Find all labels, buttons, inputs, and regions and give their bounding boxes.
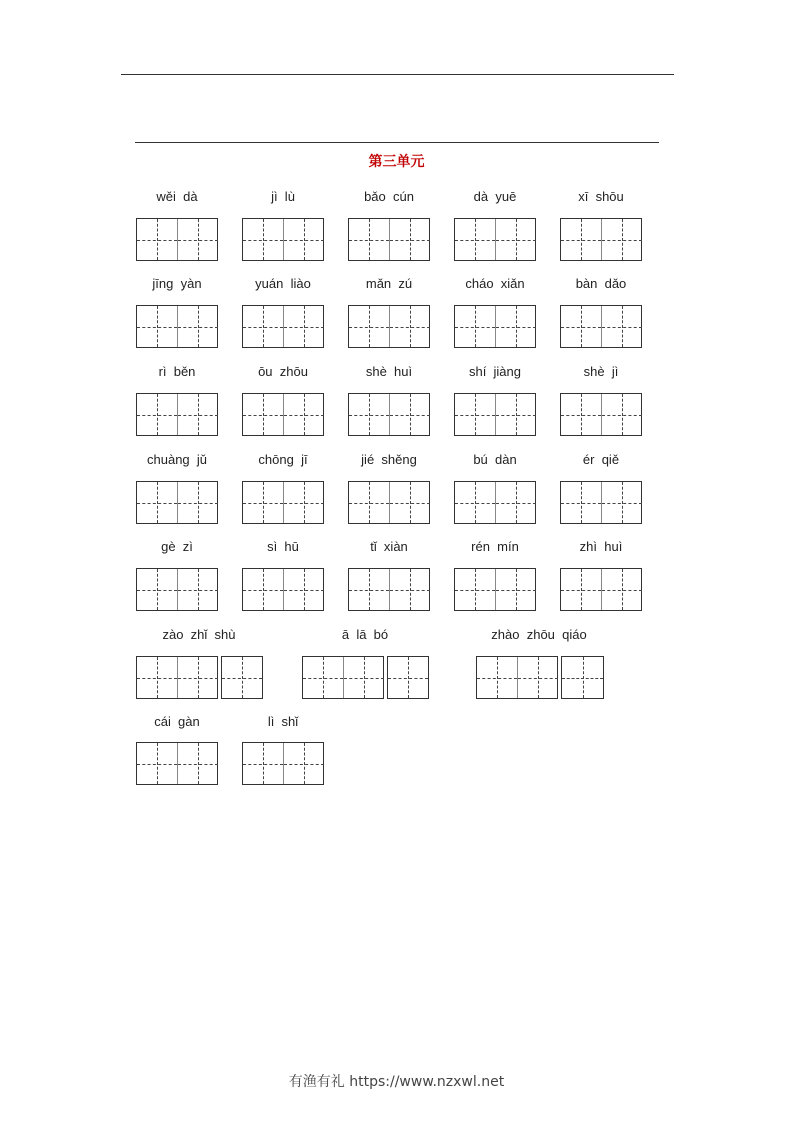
guide-line bbox=[622, 482, 623, 523]
writing-box[interactable] bbox=[560, 568, 642, 611]
writing-box[interactable] bbox=[454, 305, 536, 348]
character-cell[interactable] bbox=[283, 219, 324, 260]
pinyin-label: yuán liào bbox=[255, 276, 311, 291]
character-cell[interactable] bbox=[389, 482, 430, 523]
guide-line bbox=[242, 657, 243, 698]
guide-line bbox=[304, 306, 305, 347]
guide-line bbox=[198, 569, 199, 610]
character-cell[interactable] bbox=[389, 219, 430, 260]
writing-box[interactable] bbox=[136, 656, 218, 699]
character-cell[interactable] bbox=[283, 482, 324, 523]
pinyin-label: jì lù bbox=[271, 189, 295, 204]
guide-line bbox=[198, 219, 199, 260]
pinyin-label: zhào zhōu qiáo bbox=[491, 627, 587, 642]
writing-box[interactable] bbox=[242, 742, 324, 785]
guide-line bbox=[581, 394, 582, 435]
character-cell[interactable] bbox=[561, 219, 601, 260]
character-cell[interactable] bbox=[137, 306, 177, 347]
guide-line bbox=[581, 482, 582, 523]
guide-line bbox=[198, 482, 199, 523]
writing-box[interactable] bbox=[302, 656, 384, 699]
pinyin-label: shí jiàng bbox=[468, 364, 522, 379]
guide-line bbox=[583, 657, 584, 698]
guide-line bbox=[198, 306, 199, 347]
guide-line bbox=[263, 743, 264, 784]
character-cell[interactable] bbox=[561, 394, 601, 435]
guide-line bbox=[157, 219, 158, 260]
writing-box[interactable] bbox=[348, 481, 430, 524]
character-cell[interactable] bbox=[177, 569, 218, 610]
character-cell[interactable] bbox=[388, 657, 428, 698]
guide-line bbox=[304, 743, 305, 784]
character-cell[interactable] bbox=[495, 482, 536, 523]
guide-line bbox=[157, 306, 158, 347]
pinyin-label: ā lā bó bbox=[341, 627, 389, 642]
writing-box[interactable] bbox=[348, 218, 430, 261]
guide-line bbox=[410, 482, 411, 523]
pinyin-label: mǎn zú bbox=[365, 276, 413, 291]
writing-box[interactable] bbox=[454, 393, 536, 436]
guide-line bbox=[622, 569, 623, 610]
guide-line bbox=[263, 569, 264, 610]
guide-line bbox=[323, 657, 324, 698]
pinyin-label: wěi dà bbox=[156, 189, 198, 204]
character-cell[interactable] bbox=[455, 306, 495, 347]
writing-box[interactable] bbox=[242, 305, 324, 348]
guide-line bbox=[263, 482, 264, 523]
writing-box[interactable] bbox=[348, 393, 430, 436]
guide-line bbox=[410, 219, 411, 260]
character-cell[interactable] bbox=[455, 219, 495, 260]
guide-line bbox=[304, 569, 305, 610]
writing-box[interactable] bbox=[476, 656, 558, 699]
character-cell[interactable] bbox=[349, 306, 389, 347]
writing-box[interactable] bbox=[561, 656, 604, 699]
writing-box[interactable] bbox=[136, 218, 218, 261]
character-cell[interactable] bbox=[137, 569, 177, 610]
character-cell[interactable] bbox=[349, 394, 389, 435]
writing-box[interactable] bbox=[454, 481, 536, 524]
character-cell[interactable] bbox=[243, 482, 283, 523]
guide-line bbox=[263, 394, 264, 435]
character-cell[interactable] bbox=[561, 569, 601, 610]
guide-line bbox=[410, 306, 411, 347]
guide-line bbox=[622, 394, 623, 435]
pinyin-label: bàn dǎo bbox=[575, 276, 627, 291]
guide-line bbox=[157, 394, 158, 435]
character-cell[interactable] bbox=[177, 482, 218, 523]
guide-line bbox=[369, 394, 370, 435]
pinyin-label: bǎo cún bbox=[364, 189, 414, 204]
character-cell[interactable] bbox=[137, 657, 177, 698]
guide-line bbox=[497, 657, 498, 698]
pinyin-label: zhì huì bbox=[579, 539, 623, 554]
pinyin-label: lì shǐ bbox=[267, 714, 299, 729]
guide-line bbox=[157, 743, 158, 784]
writing-box[interactable] bbox=[242, 218, 324, 261]
guide-line bbox=[263, 219, 264, 260]
writing-box[interactable] bbox=[387, 656, 429, 699]
pinyin-label: rén mín bbox=[471, 539, 519, 554]
guide-line bbox=[369, 219, 370, 260]
character-cell[interactable] bbox=[283, 394, 324, 435]
guide-line bbox=[475, 306, 476, 347]
pinyin-label: rì běn bbox=[158, 364, 196, 379]
character-cell[interactable] bbox=[303, 657, 343, 698]
guide-line bbox=[516, 482, 517, 523]
guide-line bbox=[304, 482, 305, 523]
guide-line bbox=[516, 394, 517, 435]
guide-line bbox=[516, 219, 517, 260]
character-cell[interactable] bbox=[349, 482, 389, 523]
pinyin-label: shè jì bbox=[583, 364, 619, 379]
guide-line bbox=[475, 482, 476, 523]
character-cell[interactable] bbox=[389, 306, 430, 347]
guide-line bbox=[516, 306, 517, 347]
guide-line bbox=[157, 569, 158, 610]
pinyin-label: xī shōu bbox=[578, 189, 624, 204]
guide-line bbox=[157, 482, 158, 523]
guide-line bbox=[622, 306, 623, 347]
pinyin-label: dà yuē bbox=[473, 189, 517, 204]
character-cell[interactable] bbox=[495, 306, 536, 347]
writing-box[interactable] bbox=[348, 568, 430, 611]
character-cell[interactable] bbox=[561, 482, 601, 523]
character-cell[interactable] bbox=[137, 394, 177, 435]
character-cell[interactable] bbox=[349, 219, 389, 260]
pinyin-label: tǐ xiàn bbox=[370, 539, 408, 554]
writing-box[interactable] bbox=[560, 218, 642, 261]
unit-title: 第三单元 bbox=[368, 154, 425, 170]
guide-line bbox=[198, 743, 199, 784]
pinyin-label: chuàng jǔ bbox=[147, 452, 207, 467]
guide-line bbox=[304, 394, 305, 435]
pinyin-label: ér qiě bbox=[582, 452, 620, 467]
guide-line bbox=[263, 306, 264, 347]
character-cell[interactable] bbox=[455, 569, 495, 610]
writing-box[interactable] bbox=[560, 481, 642, 524]
writing-box[interactable] bbox=[136, 481, 218, 524]
writing-box[interactable] bbox=[242, 393, 324, 436]
character-cell[interactable] bbox=[495, 569, 536, 610]
guide-line bbox=[157, 657, 158, 698]
character-cell[interactable] bbox=[283, 743, 324, 784]
character-cell[interactable] bbox=[177, 306, 218, 347]
guide-line bbox=[369, 569, 370, 610]
character-cell[interactable] bbox=[283, 569, 324, 610]
footer-watermark: 有渔有礼 https://www.nzxwl.net bbox=[288, 1074, 505, 1090]
character-cell[interactable] bbox=[349, 569, 389, 610]
character-cell[interactable] bbox=[517, 657, 558, 698]
character-cell[interactable] bbox=[495, 219, 536, 260]
guide-line bbox=[475, 394, 476, 435]
pinyin-label: shè huì bbox=[365, 364, 413, 379]
character-cell[interactable] bbox=[243, 394, 283, 435]
writing-box[interactable] bbox=[242, 481, 324, 524]
pinyin-label: ōu zhōu bbox=[258, 364, 308, 379]
character-cell[interactable] bbox=[601, 306, 642, 347]
guide-line bbox=[369, 482, 370, 523]
writing-box[interactable] bbox=[348, 305, 430, 348]
writing-box[interactable] bbox=[454, 218, 536, 261]
pinyin-label: jīng yàn bbox=[152, 276, 202, 291]
character-cell[interactable] bbox=[601, 394, 642, 435]
guide-line bbox=[198, 394, 199, 435]
character-cell[interactable] bbox=[343, 657, 384, 698]
pinyin-label: sì hū bbox=[267, 539, 299, 554]
guide-line bbox=[364, 657, 365, 698]
writing-box[interactable] bbox=[454, 568, 536, 611]
guide-line bbox=[622, 219, 623, 260]
guide-line bbox=[369, 306, 370, 347]
title-rule bbox=[135, 142, 659, 143]
character-cell[interactable] bbox=[222, 657, 262, 698]
character-cell[interactable] bbox=[477, 657, 517, 698]
writing-box[interactable] bbox=[136, 742, 218, 785]
character-cell[interactable] bbox=[177, 219, 218, 260]
character-cell[interactable] bbox=[601, 569, 642, 610]
character-cell[interactable] bbox=[243, 306, 283, 347]
guide-line bbox=[581, 219, 582, 260]
character-cell[interactable] bbox=[137, 219, 177, 260]
pinyin-label: zào zhǐ shù bbox=[162, 627, 236, 642]
guide-line bbox=[581, 569, 582, 610]
character-cell[interactable] bbox=[601, 482, 642, 523]
character-cell[interactable] bbox=[243, 569, 283, 610]
writing-box[interactable] bbox=[136, 568, 218, 611]
character-cell[interactable] bbox=[495, 394, 536, 435]
writing-box[interactable] bbox=[136, 305, 218, 348]
writing-box[interactable] bbox=[242, 568, 324, 611]
pinyin-label: cháo xiǎn bbox=[465, 276, 525, 291]
character-cell[interactable] bbox=[243, 743, 283, 784]
pinyin-label: jié shěng bbox=[361, 452, 417, 467]
writing-box[interactable] bbox=[136, 393, 218, 436]
guide-line bbox=[198, 657, 199, 698]
character-cell[interactable] bbox=[177, 743, 218, 784]
header-rule bbox=[121, 74, 674, 75]
guide-line bbox=[475, 219, 476, 260]
writing-box[interactable] bbox=[560, 393, 642, 436]
guide-line bbox=[304, 219, 305, 260]
guide-line bbox=[538, 657, 539, 698]
pinyin-label: bú dàn bbox=[473, 452, 517, 467]
character-cell[interactable] bbox=[455, 482, 495, 523]
character-cell[interactable] bbox=[389, 394, 430, 435]
pinyin-label: chōng jī bbox=[258, 452, 308, 467]
pinyin-label: gè zì bbox=[161, 539, 193, 554]
character-cell[interactable] bbox=[389, 569, 430, 610]
guide-line bbox=[408, 657, 409, 698]
writing-box[interactable] bbox=[560, 305, 642, 348]
character-cell[interactable] bbox=[601, 219, 642, 260]
character-cell[interactable] bbox=[137, 482, 177, 523]
character-cell[interactable] bbox=[455, 394, 495, 435]
character-cell[interactable] bbox=[283, 306, 324, 347]
guide-line bbox=[581, 306, 582, 347]
character-cell[interactable] bbox=[561, 306, 601, 347]
character-cell[interactable] bbox=[177, 657, 218, 698]
character-cell[interactable] bbox=[177, 394, 218, 435]
writing-box[interactable] bbox=[221, 656, 263, 699]
guide-line bbox=[475, 569, 476, 610]
character-cell[interactable] bbox=[137, 743, 177, 784]
character-cell[interactable] bbox=[243, 219, 283, 260]
pinyin-label: cái gàn bbox=[154, 714, 200, 729]
character-cell[interactable] bbox=[562, 657, 603, 698]
guide-line bbox=[516, 569, 517, 610]
guide-line bbox=[410, 394, 411, 435]
guide-line bbox=[410, 569, 411, 610]
